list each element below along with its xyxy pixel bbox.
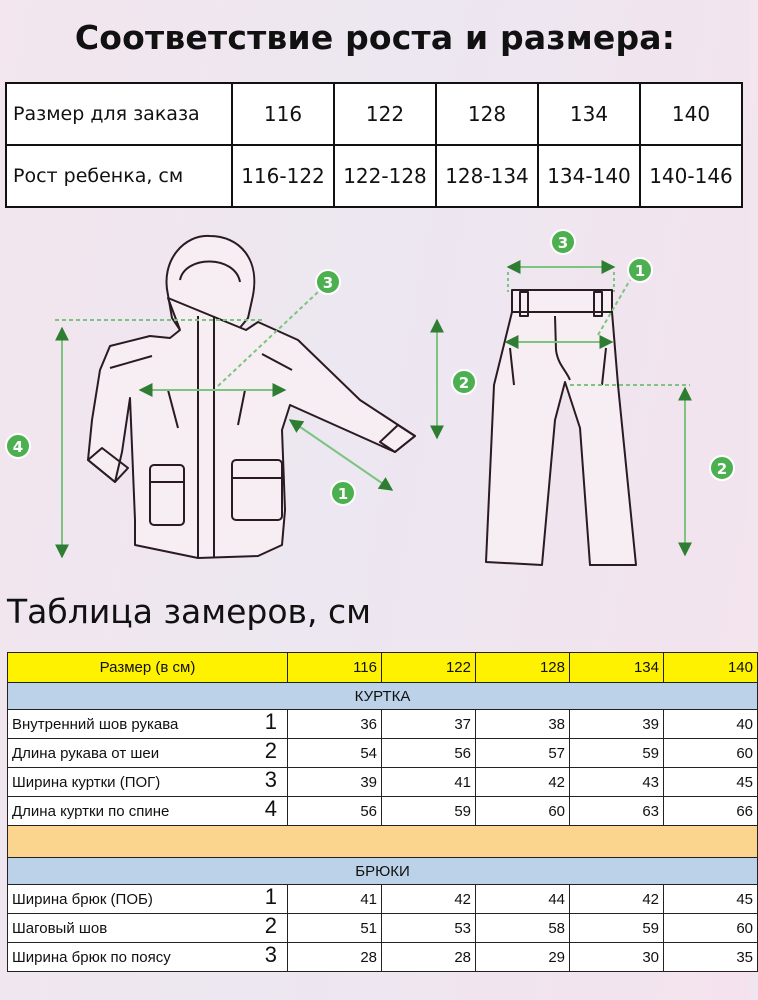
header-label: Размер (в см) bbox=[8, 653, 288, 683]
size-cell: 128 bbox=[436, 83, 538, 145]
section-row bbox=[8, 858, 758, 885]
table-row bbox=[8, 768, 758, 797]
measurements-table bbox=[7, 652, 758, 972]
header-size: 134 bbox=[570, 653, 664, 683]
row-label-text: Ширина куртки (ПОГ) bbox=[12, 773, 161, 791]
table-header-row bbox=[8, 653, 758, 683]
value-cell: 30 bbox=[570, 943, 664, 972]
row-label bbox=[8, 885, 288, 914]
pants-section-label: БРЮКИ bbox=[8, 858, 758, 885]
marker-label: 2 bbox=[716, 460, 728, 478]
value-cell: 28 bbox=[382, 943, 476, 972]
value-cell: 56 bbox=[288, 797, 382, 826]
spacer-cell bbox=[8, 826, 758, 858]
value-cell: 42 bbox=[382, 885, 476, 914]
row-label bbox=[8, 914, 288, 943]
pants-marker-2 bbox=[710, 456, 734, 480]
value-cell: 66 bbox=[664, 797, 758, 826]
row-label-text: Ширина брюк (ПОБ) bbox=[12, 890, 153, 908]
size-correspondence-table bbox=[5, 82, 743, 208]
marker-label: 1 bbox=[634, 262, 646, 280]
table-row bbox=[8, 797, 758, 826]
row-label bbox=[8, 768, 288, 797]
value-cell: 51 bbox=[288, 914, 382, 943]
marker-label: 3 bbox=[557, 234, 569, 252]
value-cell: 39 bbox=[288, 768, 382, 797]
row-label-text: Длина рукава от шеи bbox=[12, 744, 160, 762]
value-cell: 54 bbox=[288, 739, 382, 768]
value-cell: 53 bbox=[382, 914, 476, 943]
page-title: Соответствие роста и размера: bbox=[74, 18, 676, 57]
value-cell: 28 bbox=[288, 943, 382, 972]
size-cell: 140 bbox=[640, 83, 742, 145]
table-row bbox=[8, 914, 758, 943]
pants-marker-1 bbox=[628, 258, 652, 282]
row-label bbox=[8, 797, 288, 826]
size-cell: 134 bbox=[538, 83, 640, 145]
header-size: 116 bbox=[288, 653, 382, 683]
row-label bbox=[8, 943, 288, 972]
header-size: 122 bbox=[382, 653, 476, 683]
size-cell: 116 bbox=[232, 83, 334, 145]
value-cell: 40 bbox=[664, 710, 758, 739]
table-row bbox=[8, 943, 758, 972]
measurements-title: Таблица замеров, см bbox=[7, 592, 372, 631]
value-cell: 37 bbox=[382, 710, 476, 739]
table-row bbox=[6, 145, 742, 207]
value-cell: 41 bbox=[382, 768, 476, 797]
jacket-drawing bbox=[88, 236, 415, 558]
value-cell: 63 bbox=[570, 797, 664, 826]
value-cell: 36 bbox=[288, 710, 382, 739]
jacket-marker-4 bbox=[6, 434, 30, 458]
height-cell: 116-122 bbox=[232, 145, 334, 207]
size-row-label: Размер для заказа bbox=[6, 83, 232, 145]
table-row bbox=[8, 710, 758, 739]
height-cell: 128-134 bbox=[436, 145, 538, 207]
value-cell: 45 bbox=[664, 768, 758, 797]
value-cell: 59 bbox=[570, 914, 664, 943]
value-cell: 43 bbox=[570, 768, 664, 797]
header-size: 140 bbox=[664, 653, 758, 683]
row-marker: 3 bbox=[264, 942, 277, 967]
row-marker: 2 bbox=[264, 913, 277, 938]
value-cell: 38 bbox=[476, 710, 570, 739]
value-cell: 35 bbox=[664, 943, 758, 972]
jacket-marker-2 bbox=[452, 370, 476, 394]
value-cell: 60 bbox=[476, 797, 570, 826]
marker-label: 3 bbox=[322, 274, 334, 292]
pants-marker-3 bbox=[551, 230, 575, 254]
marker-label: 2 bbox=[458, 374, 470, 392]
value-cell: 56 bbox=[382, 739, 476, 768]
value-cell: 42 bbox=[570, 885, 664, 914]
table-row bbox=[8, 885, 758, 914]
table-row bbox=[8, 739, 758, 768]
row-label-text: Шаговый шов bbox=[12, 919, 108, 937]
row-label-text: Ширина брюк по поясу bbox=[12, 948, 171, 966]
value-cell: 57 bbox=[476, 739, 570, 768]
value-cell: 59 bbox=[382, 797, 476, 826]
jacket-section-label: КУРТКА bbox=[8, 683, 758, 710]
row-marker: 4 bbox=[264, 796, 277, 821]
jacket-marker-1 bbox=[331, 481, 355, 505]
value-cell: 44 bbox=[476, 885, 570, 914]
row-marker: 1 bbox=[264, 709, 277, 734]
table-row bbox=[6, 83, 742, 145]
row-label bbox=[8, 710, 288, 739]
value-cell: 29 bbox=[476, 943, 570, 972]
value-cell: 59 bbox=[570, 739, 664, 768]
value-cell: 45 bbox=[664, 885, 758, 914]
row-marker: 2 bbox=[264, 738, 277, 763]
header-size: 128 bbox=[476, 653, 570, 683]
row-label-text: Длина куртки по спине bbox=[12, 802, 170, 820]
jacket-marker-3 bbox=[316, 270, 340, 294]
height-row-label: Рост ребенка, см bbox=[6, 145, 232, 207]
marker-label: 4 bbox=[12, 438, 24, 456]
height-cell: 140-146 bbox=[640, 145, 742, 207]
section-row bbox=[8, 683, 758, 710]
row-label bbox=[8, 739, 288, 768]
row-label-text: Внутренний шов рукава bbox=[12, 715, 179, 733]
value-cell: 42 bbox=[476, 768, 570, 797]
pants-drawing bbox=[486, 290, 636, 565]
height-cell: 122-128 bbox=[334, 145, 436, 207]
height-cell: 134-140 bbox=[538, 145, 640, 207]
value-cell: 60 bbox=[664, 914, 758, 943]
row-marker: 3 bbox=[264, 767, 277, 792]
value-cell: 41 bbox=[288, 885, 382, 914]
value-cell: 39 bbox=[570, 710, 664, 739]
row-marker: 1 bbox=[264, 884, 277, 909]
garment-measurement-diagram bbox=[0, 220, 750, 595]
value-cell: 58 bbox=[476, 914, 570, 943]
marker-label: 1 bbox=[337, 485, 349, 503]
size-cell: 122 bbox=[334, 83, 436, 145]
value-cell: 60 bbox=[664, 739, 758, 768]
spacer-row bbox=[8, 826, 758, 858]
